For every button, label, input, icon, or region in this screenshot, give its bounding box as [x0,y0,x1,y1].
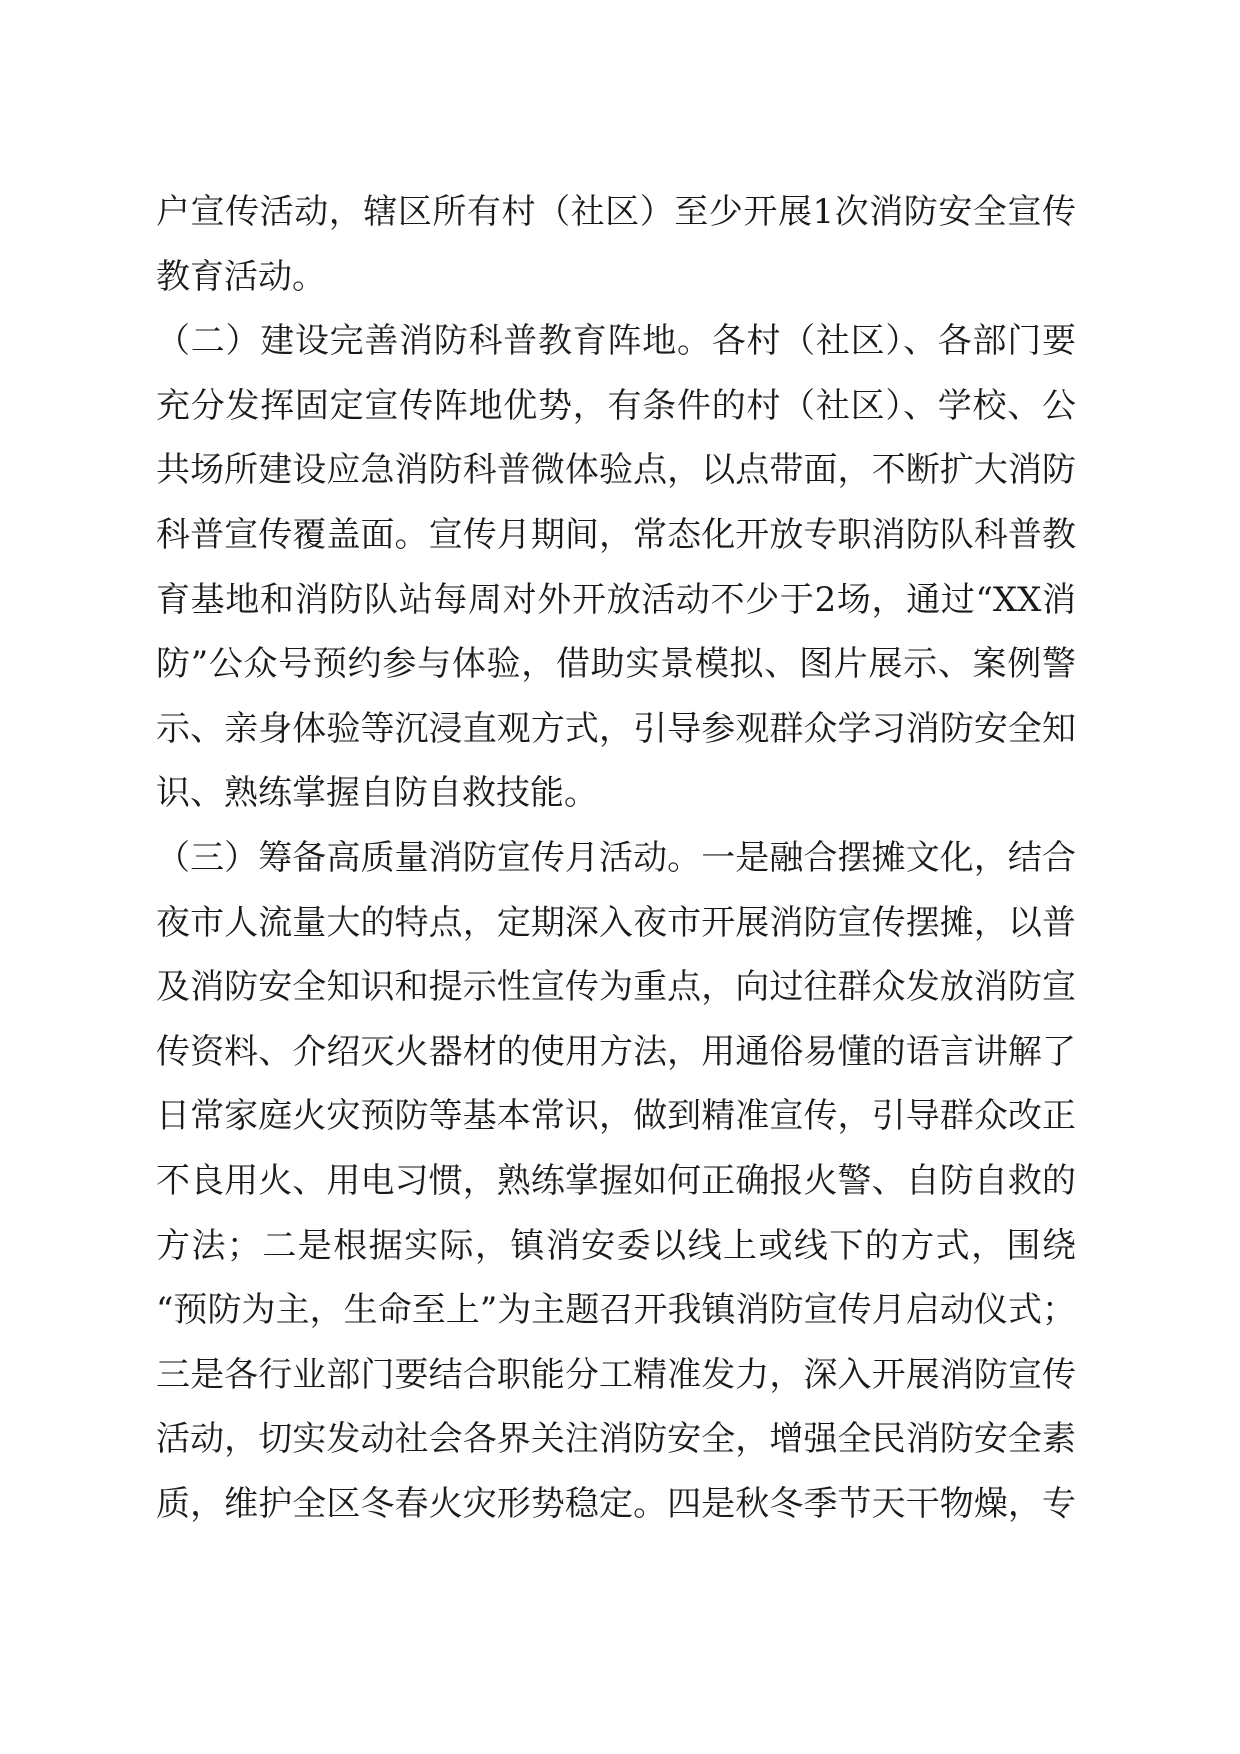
text-line-5: 共场所建设应急消防科普微体验点，以点带面，不断扩大消防 [156,450,1076,491]
document-body [156,180,1076,1536]
text-line-3: （二）建设完善消防科普教育阵地。各村（社区）、各部门要 [156,321,1076,362]
text-line-8: 防”公众号预约参与体验，借助实景模拟、图片展示、案例警 [156,644,1076,685]
text-line-21: 质，维护全区冬春火灾形势稳定。四是秋冬季节天干物燥，专 [156,1483,1076,1524]
text-line-16: 不良用火、用电习惯，熟练掌握如何正确报火警、自防自救的 [156,1160,1076,1201]
text-line-1: 户宣传活动，辖区所有村（社区）至少开展1次消防安全宣传 [156,192,1076,232]
text-line-10: 识、熟练掌握自防自救技能。 [156,773,598,814]
text-line-17: 方法；二是根据实际，镇消安委以线上或线下的方式，围绕 [156,1225,1076,1266]
text-line-18: “预防为主，生命至上”为主题召开我镇消防宣传月启动仪式； [156,1290,1076,1331]
text-line-7: 育基地和消防队站每周对外开放活动不少于2场，通过“XX消 [156,579,1076,620]
text-line-9: 示、亲身体验等沉浸直观方式，引导参观群众学习消防安全知 [156,708,1076,749]
text-line-15: 日常家庭火灾预防等基本常识，做到精准宣传，引导群众改正 [156,1096,1076,1137]
text-line-20: 活动，切实发动社会各界关注消防安全，增强全民消防安全素 [156,1419,1076,1460]
text-line-12: 夜市人流量大的特点，定期深入夜市开展消防宣传摆摊，以普 [156,902,1076,943]
text-line-6: 科普宣传覆盖面。宣传月期间，常态化开放专职消防队科普教 [156,514,1076,555]
text-line-14: 传资料、介绍灭火器材的使用方法，用通俗易懂的语言讲解了 [156,1031,1076,1072]
text-line-2: 教育活动。 [156,256,326,297]
text-line-19: 三是各行业部门要结合职能分工精准发力，深入开展消防宣传 [156,1354,1076,1395]
text-line-4: 充分发挥固定宣传阵地优势，有条件的村（社区）、学校、公 [156,385,1076,426]
text-line-13: 及消防安全知识和提示性宣传为重点，向过往群众发放消防宣 [156,967,1076,1008]
text-line-11: （三）筹备高质量消防宣传月活动。一是融合摆摊文化，结合 [156,837,1076,878]
